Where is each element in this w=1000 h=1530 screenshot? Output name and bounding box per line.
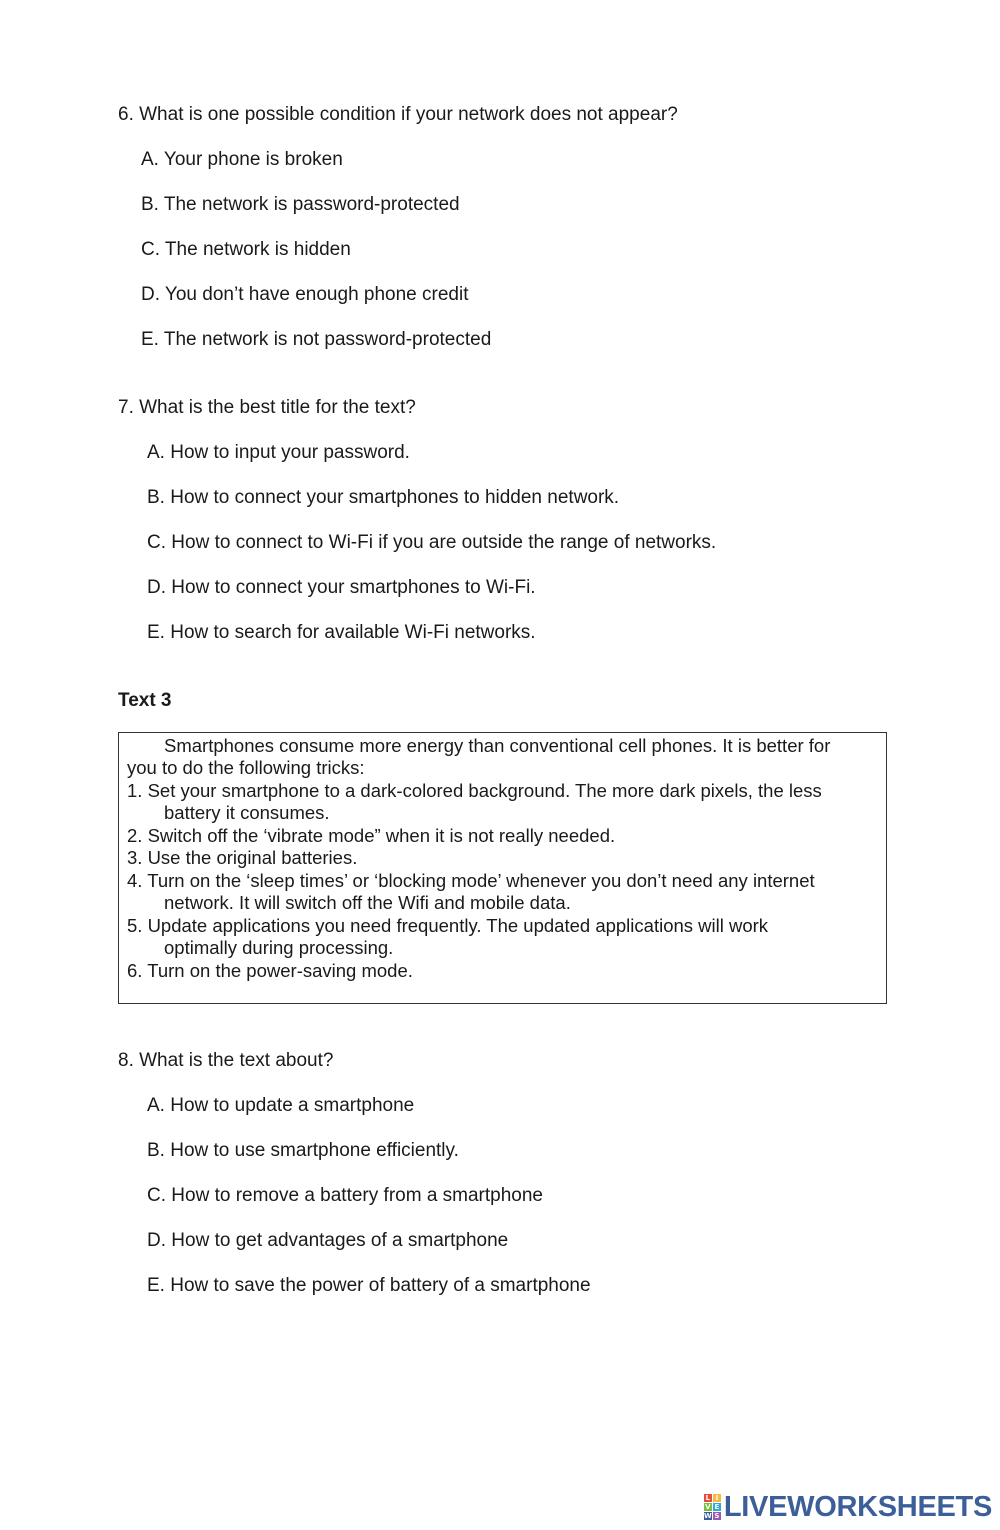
q7-option-d: D. How to connect your smartphones to Wi-Fi. <box>147 577 536 598</box>
q8-option-e: E. How to save the power of battery of a smartphone <box>147 1275 591 1296</box>
q8-option-c: C. How to remove a battery from a smartphone <box>147 1185 543 1206</box>
passage-list-item-2: 2. Switch off the ‘vibrate mode” when it is not really needed. <box>127 825 616 846</box>
q7-option-e: E. How to search for available Wi-Fi networks. <box>147 622 536 643</box>
logo-mark-icon <box>704 1494 721 1520</box>
q8-option-b: B. How to use smartphone efficiently. <box>147 1140 459 1161</box>
passage-line: you to do the following tricks: <box>127 757 365 778</box>
q6-option-c: C. The network is hidden <box>141 239 351 260</box>
passage-list-item-3: 3. Use the original batteries. <box>127 847 358 868</box>
logo-mark-cell: W <box>704 1512 712 1520</box>
logo-mark-cell: L <box>705 1494 711 1502</box>
q6-option-e: E. The network is not password-protected <box>141 329 492 350</box>
q7-option-a: A. How to input your password. <box>147 442 410 463</box>
q7-option-b: B. How to connect your smartphones to hidden network. <box>147 487 620 508</box>
question-6: 6. What is one possible condition if your network does not appear? <box>118 104 678 125</box>
logo-text: LIVEWORKSHEETS <box>723 1490 992 1523</box>
q6-option-b: B. The network is password-protected <box>141 194 460 215</box>
q7-option-c: C. How to connect to Wi-Fi if you are outside the range of networks. <box>147 532 717 553</box>
text-3-heading: Text 3 <box>118 690 172 711</box>
passage-list-item-4-cont: network. It will switch off the Wifi and mobile data. <box>164 892 571 913</box>
q6-option-d: D. You don’t have enough phone credit <box>141 284 469 305</box>
logo-mark-cell: S <box>714 1512 720 1520</box>
q8-option-a: A. How to update a smartphone <box>147 1095 415 1116</box>
passage-list-item-1-cont: battery it consumes. <box>164 802 330 823</box>
passage-list-item-6: 6. Turn on the power-saving mode. <box>127 960 413 981</box>
q8-option-d: D. How to get advantages of a smartphone <box>147 1230 509 1251</box>
passage-list-item-4: 4. Turn on the ‘sleep times’ or ‘blocking mode’ whenever you don’t need any internet <box>127 870 815 891</box>
question-7: 7. What is the best title for the text? <box>118 397 416 418</box>
passage-list-item-5-cont: optimally during processing. <box>164 937 394 958</box>
q6-option-a: A. Your phone is broken <box>141 149 343 170</box>
text-3-passage-box <box>118 732 887 1004</box>
passage-list-item-5: 5. Update applications you need frequently. The updated applications will work <box>127 915 769 936</box>
question-8: 8. What is the text about? <box>118 1050 334 1071</box>
logo-mark-cell: E <box>714 1503 720 1511</box>
logo-mark-cell: V <box>705 1503 711 1511</box>
logo-mark-cell: I <box>713 1494 721 1502</box>
passage-line: Smartphones consume more energy than conventional cell phones. It is better for <box>164 735 831 756</box>
passage-list-item-1: 1. Set your smartphone to a dark-colored background. The more dark pixels, the less <box>127 780 822 801</box>
liveworksheets-logo <box>704 1490 992 1524</box>
